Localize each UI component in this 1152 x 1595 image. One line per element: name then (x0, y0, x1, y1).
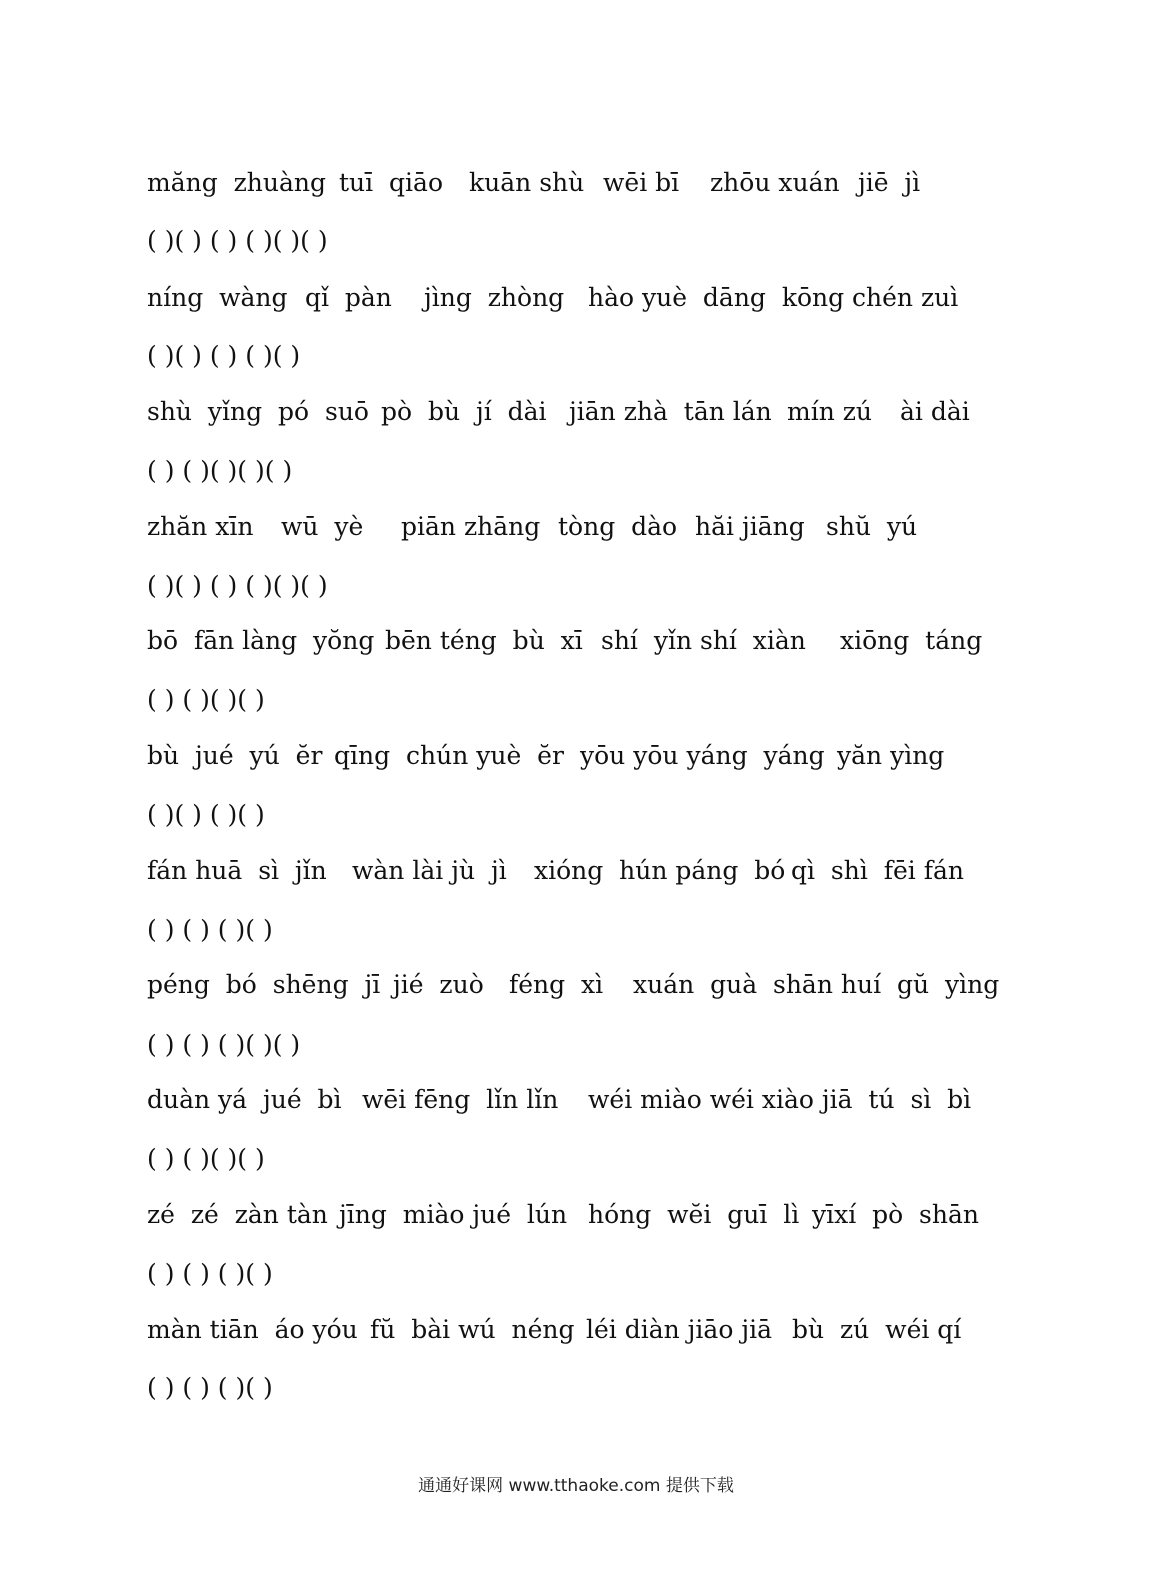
pinyin-word: wēi bī (603, 168, 680, 197)
pinyin-word: bēn téng bù xī (385, 626, 583, 655)
answer-brackets-row-8[interactable] (147, 1025, 1007, 1065)
pinyin-word: péng bó shēng jī (147, 970, 381, 999)
bracket-line: ( ) ( )( )( ) (147, 1144, 265, 1173)
pinyin-word: qǐ pàn (305, 283, 392, 312)
pinyin-word: wēi fēng lǐn lǐn (362, 1085, 559, 1114)
pinyin-word: shí yǐn shí xiàn (601, 626, 806, 655)
pinyin-word: kuān shù (469, 168, 585, 197)
pinyin-word: shŭ yú (826, 512, 918, 541)
pinyin-word: zhăn xīn (147, 512, 254, 541)
bracket-line: ( ) ( ) ( )( ) (147, 915, 273, 944)
pinyin-row-7 (147, 851, 1007, 891)
bracket-line: ( )( ) ( ) ( )( ) (147, 341, 301, 370)
bracket-line: ( ) ( ) ( )( )( ) (147, 1030, 301, 1059)
bracket-line: ( ) ( ) ( )( ) (147, 1373, 273, 1402)
answer-brackets-row-11[interactable] (147, 1368, 1007, 1408)
pinyin-word: hóng wĕi guī lì (588, 1200, 800, 1229)
bracket-line: ( )( ) ( ) ( )( )( ) (147, 571, 328, 600)
pinyin-word: jīng miào jué lún (339, 1200, 568, 1229)
pinyin-word: màn tiān áo yóu (147, 1315, 358, 1344)
pinyin-word: xuán guà shān huí gŭ yìng (633, 970, 1000, 999)
pinyin-word: xióng hún páng bó (534, 856, 786, 885)
answer-brackets-row-1[interactable] (147, 221, 1007, 261)
pinyin-word: xiōng táng (840, 626, 983, 655)
pinyin-word: piān zhāng (401, 512, 541, 541)
pinyin-word: wéi miào wéi xiào jiā tú sì bì (588, 1085, 972, 1114)
pinyin-word: duàn yá jué bì (147, 1085, 342, 1114)
pinyin-word: wàn lài jù jì (352, 856, 507, 885)
pinyin-word: zhōu xuán (710, 168, 840, 197)
answer-brackets-row-7[interactable] (147, 910, 1007, 950)
pinyin-word: hăi jiāng (695, 512, 805, 541)
pinyin-word: yōu yōu yáng yáng (580, 741, 825, 770)
pinyin-row-3 (147, 392, 1007, 432)
pinyin-word: jiē jì (858, 168, 921, 197)
bracket-line: ( )( ) ( ) ( )( )( ) (147, 226, 328, 255)
pinyin-word: hào yuè dāng kōng (588, 283, 845, 312)
pinyin-word: tòng dào (558, 512, 678, 541)
pinyin-word: jìng zhòng (424, 283, 565, 312)
pinyin-word: jié zuò (393, 970, 484, 999)
answer-brackets-row-4[interactable] (147, 566, 1007, 606)
pinyin-word: jiān zhà tān lán (569, 397, 772, 426)
footer-credit: 通通好课网 www.tthaoke.com 提供下载 (418, 1476, 734, 1496)
answer-brackets-row-3[interactable] (147, 451, 1007, 491)
pinyin-word: shù yǐng pó suō (147, 397, 369, 426)
pinyin-word: yīxí pò shān (812, 1200, 979, 1229)
answer-brackets-row-10[interactable] (147, 1254, 1007, 1294)
pinyin-word: qì shì fēi fán (791, 856, 964, 885)
pinyin-word: ài dài (900, 397, 970, 426)
pinyin-word: níng wàng (147, 283, 288, 312)
answer-brackets-row-6[interactable] (147, 795, 1007, 835)
pinyin-row-10 (147, 1195, 1007, 1235)
pinyin-word: bù jué yú ĕr (147, 741, 323, 770)
pinyin-row-4 (147, 507, 1007, 547)
pinyin-row-9 (147, 1080, 1007, 1120)
pinyin-word: mín zú (787, 397, 873, 426)
answer-brackets-row-9[interactable] (147, 1139, 1007, 1179)
answer-brackets-row-5[interactable] (147, 680, 1007, 720)
pinyin-word: tuī qiāo (339, 168, 443, 197)
bracket-line: ( )( ) ( )( ) (147, 800, 265, 829)
pinyin-word: qīng chún yuè ĕr (334, 741, 564, 770)
pinyin-row-2 (147, 278, 1007, 318)
pinyin-word: măng zhuàng (147, 168, 326, 197)
bracket-line: ( ) ( ) ( )( ) (147, 1259, 273, 1288)
pinyin-word: fŭ bài wú néng (370, 1315, 575, 1344)
pinyin-row-5 (147, 621, 1007, 661)
pinyin-word: wū yè (281, 512, 364, 541)
answer-brackets-row-2[interactable] (147, 336, 1007, 376)
pinyin-row-11 (147, 1310, 1007, 1350)
pinyin-word: fán huā sì jǐn (147, 856, 327, 885)
pinyin-word: bō fān làng yŏng (147, 626, 375, 655)
pinyin-word: léi diàn jiāo jiā (586, 1315, 772, 1344)
pinyin-row-8 (147, 965, 1007, 1005)
pinyin-row-1 (147, 163, 1007, 203)
pinyin-word: yăn yìng (837, 741, 945, 770)
bracket-line: ( ) ( )( )( ) (147, 685, 265, 714)
pinyin-word: chén zuì (852, 283, 959, 312)
bracket-line: ( ) ( )( )( )( ) (147, 456, 293, 485)
pinyin-word: zé zé zàn tàn (147, 1200, 328, 1229)
pinyin-word: pò bù jí dài (381, 397, 547, 426)
pinyin-word: féng xì (509, 970, 604, 999)
pinyin-row-6 (147, 736, 1007, 776)
pinyin-word: bù zú wéi qí (792, 1315, 962, 1344)
